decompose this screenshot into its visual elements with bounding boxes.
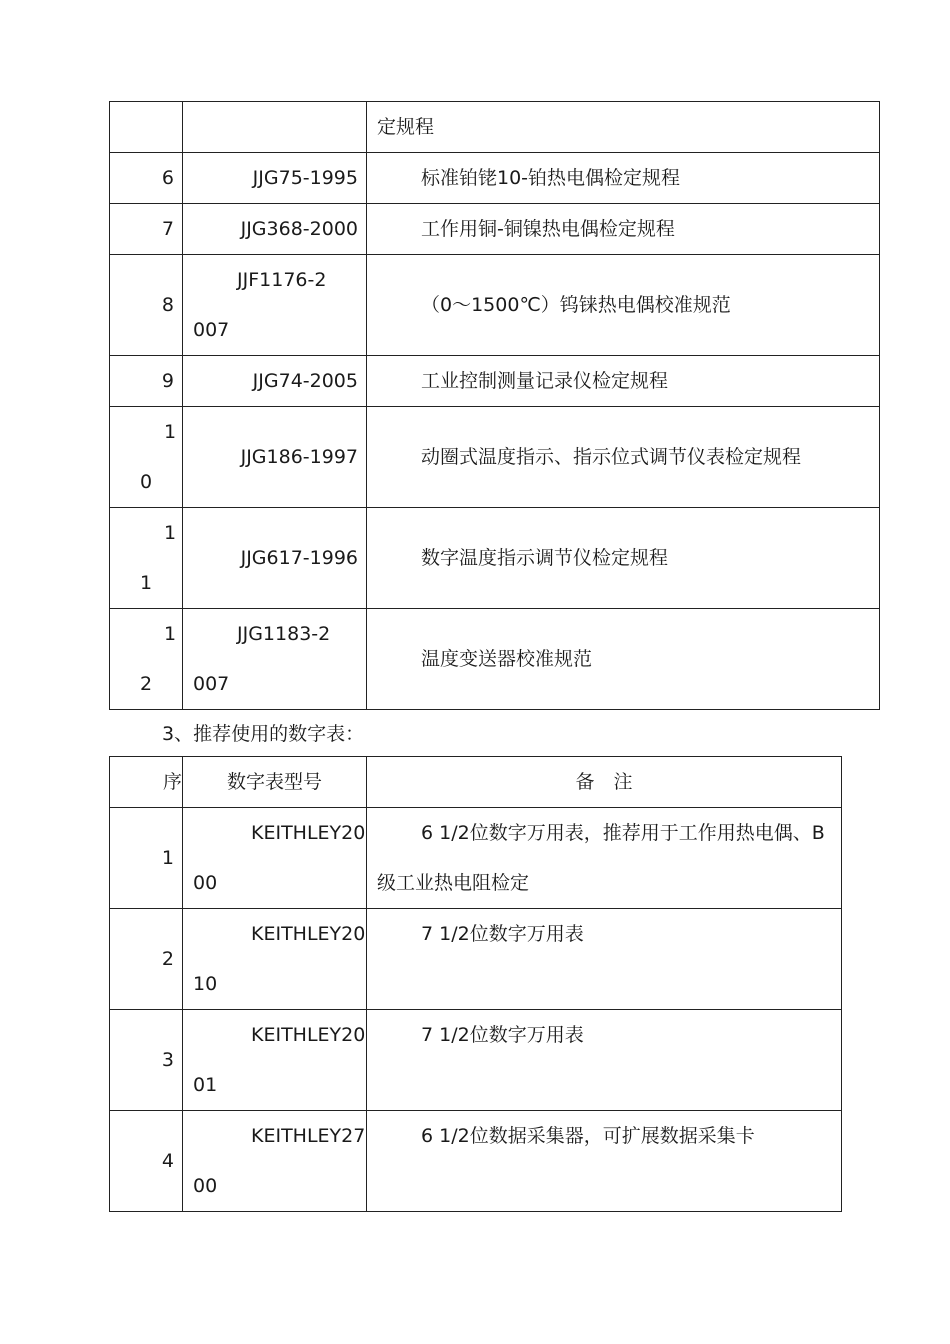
standard-name: （0～1500℃）钨铼热电偶校准规范 — [367, 255, 880, 356]
row-number: 4 — [110, 1111, 183, 1212]
table-row — [110, 407, 880, 508]
meter-note: 6 1/2位数字万用表，推荐用于工作用热电偶、B级工业热电阻检定 — [367, 808, 842, 909]
table-row — [110, 1010, 842, 1111]
section-heading: 3、推荐使用的数字表： — [162, 723, 365, 745]
standard-code: JJG617-1996 — [183, 508, 367, 609]
row-number: 12 — [110, 609, 183, 710]
table-row — [110, 204, 880, 255]
row-number: 3 — [110, 1010, 183, 1111]
table-row — [110, 1111, 842, 1212]
standard-name: 工作用铜-铜镍热电偶检定规程 — [367, 204, 880, 255]
row-number: 6 — [110, 153, 183, 204]
standard-code: JJG1183-2007 — [183, 609, 367, 710]
row-number: 11 — [110, 508, 183, 609]
meter-note: 6 1/2位数据采集器，可扩展数据采集卡 — [367, 1111, 842, 1212]
standard-code: JJG186-1997 — [183, 407, 367, 508]
standard-name: 定规程 — [367, 102, 880, 153]
meter-model: KEITHLEY2700 — [183, 1111, 367, 1212]
standard-code: JJF1176-2007 — [183, 255, 367, 356]
standard-name: 温度变送器校准规范 — [367, 609, 880, 710]
standard-name: 数字温度指示调节仪检定规程 — [367, 508, 880, 609]
table-header-row — [110, 757, 842, 808]
row-number: 2 — [110, 909, 183, 1010]
row-number: 10 — [110, 407, 183, 508]
header-model: 数字表型号 — [183, 757, 367, 808]
row-number: 8 — [110, 255, 183, 356]
multimeter-table — [109, 756, 842, 1212]
meter-model: KEITHLEY2000 — [183, 808, 367, 909]
table-row — [110, 508, 880, 609]
meter-model: KEITHLEY2010 — [183, 909, 367, 1010]
standard-code: JJG368-2000 — [183, 204, 367, 255]
standard-code: JJG75-1995 — [183, 153, 367, 204]
standard-name: 标准铂铑10-铂热电偶检定规程 — [367, 153, 880, 204]
header-note: 备 注 — [367, 757, 842, 808]
standards-table — [109, 101, 880, 710]
meter-note: 7 1/2位数字万用表 — [367, 1010, 842, 1111]
header-number: 序 — [110, 757, 183, 808]
table-row — [110, 909, 842, 1010]
standard-name: 动圈式温度指示、指示位式调节仪表检定规程 — [367, 407, 880, 508]
table-row — [110, 102, 880, 153]
row-number: 1 — [110, 808, 183, 909]
table-row — [110, 255, 880, 356]
table-row — [110, 356, 880, 407]
row-number: 9 — [110, 356, 183, 407]
row-number — [110, 102, 183, 153]
table-row — [110, 153, 880, 204]
table-row — [110, 808, 842, 909]
standard-name: 工业控制测量记录仪检定规程 — [367, 356, 880, 407]
table-row — [110, 609, 880, 710]
standard-code — [183, 102, 367, 153]
meter-model: KEITHLEY2001 — [183, 1010, 367, 1111]
meter-note: 7 1/2位数字万用表 — [367, 909, 842, 1010]
standard-code: JJG74-2005 — [183, 356, 367, 407]
row-number: 7 — [110, 204, 183, 255]
